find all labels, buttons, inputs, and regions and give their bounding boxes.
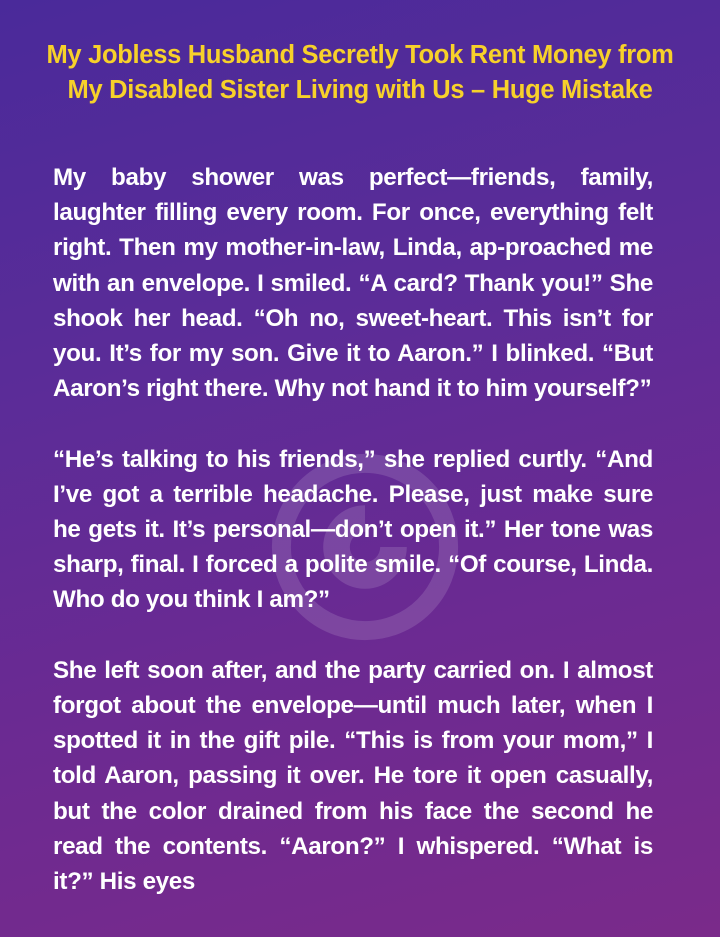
paragraph-2: “He’s talking to his friends,” she replied curtly. “And I’ve got a terrible headache. Please, just make sure he gets it. It’s personal—don’t open it.” Her tone was sharp, final. I forced a polite smile. “Of course, Linda. Who do you think I am?”: [53, 445, 653, 614]
article-body: [53, 160, 653, 934]
article-title: My Jobless Husband Secretly Took Rent Money from My Disabled Sister Living with Us – Huge Mistake: [46, 41, 674, 104]
paragraph-1: My baby shower was perfect—friends, family, laughter filling every room. For once, everything felt right. Then my mother-in-law, Linda, ap-proached me with an envelope. I smiled. “A card? Thank you!” She shook her head. “Oh no, sweet-heart. This isn’t for you. It’s for my son. Give it to Aaron.” I blinked. “But Aaron’s right there. Why not hand it to him yourself?”: [53, 164, 653, 403]
paragraph-3: She left soon after, and the party carried on. I almost forgot about the envelope—until much later, when I spotted it in the gift pile. “This is from your mom,” I told Aaron, passing it over. He tore it open casually, but the color drained from his face the second he read the contents. “Aaron?” I whispered. “What is it?” His eyes: [53, 656, 653, 896]
